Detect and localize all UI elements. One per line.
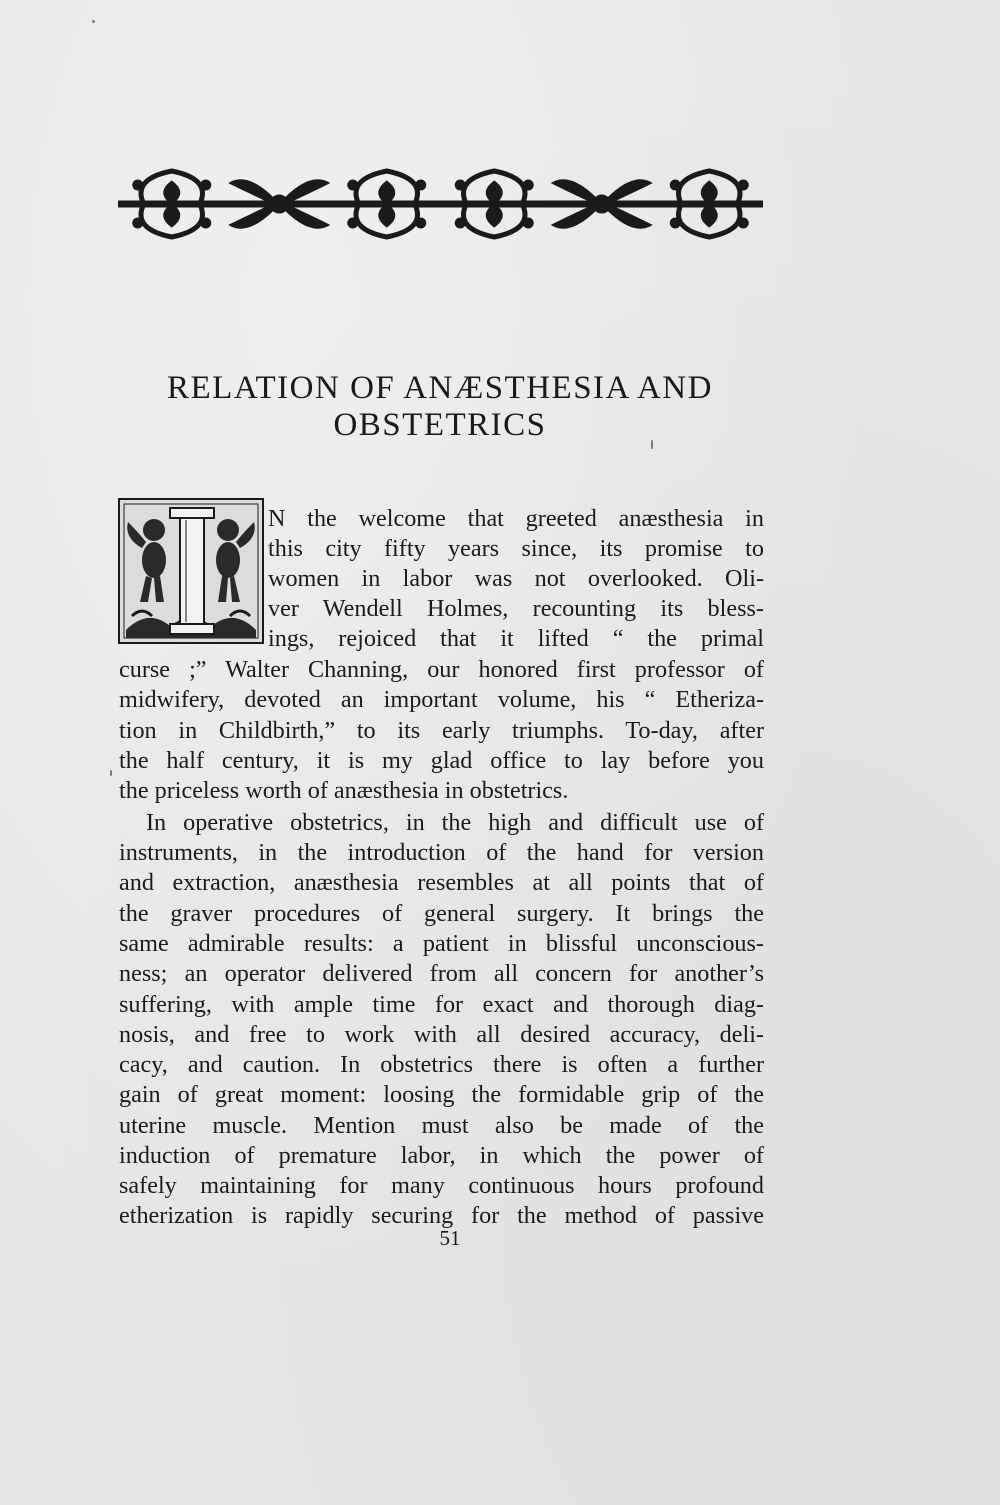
ornament-tile: [118, 171, 226, 237]
text-line: tion in Childbirth,” to its early triumphs. To-day, after: [119, 717, 764, 744]
text-line: gain of great moment: loosing the formidable grip of the: [119, 1081, 764, 1108]
paper-speck: [651, 440, 653, 449]
paper-speck: [92, 20, 95, 23]
text-line: ings, rejoiced that it lifted “ the primal: [268, 625, 764, 652]
text-line: the half century, it is my glad office to lay before you: [119, 747, 764, 774]
text-line: midwifery, devoted an important volume, his “ Etheriza-: [119, 686, 764, 713]
text-line: the graver procedures of general surgery. It brings the: [119, 900, 764, 927]
text-line: safely maintaining for many continuous hours profound: [119, 1172, 764, 1199]
paper-speck: [110, 770, 112, 776]
chapter-title-line-1: RELATION OF ANÆSTHESIA AND: [167, 370, 713, 406]
text-line: suffering, with ample time for exact and thorough diag-: [119, 991, 764, 1018]
text-line: curse ;” Walter Channing, our honored first professor of: [119, 656, 764, 683]
text-line: the priceless worth of anæsthesia in obstetrics.: [119, 777, 569, 804]
text-line: uterine muscle. Mention must also be made of the: [119, 1112, 764, 1139]
floral-headpiece-icon: [118, 163, 763, 245]
text-line: In operative obstetrics, in the high and difficult use of: [146, 809, 764, 836]
ornament-tile: [441, 171, 549, 237]
text-line: this city fifty years since, its promise to: [268, 535, 764, 562]
page-number: 51: [439, 1226, 461, 1250]
text-line: ness; an operator delivered from all concern for another’s: [119, 960, 764, 987]
text-line: nosis, and free to work with all desired accuracy, deli-: [119, 1021, 764, 1048]
text-line: instruments, in the introduction of the hand for version: [119, 839, 764, 866]
text-line: etherization is rapidly securing for the method of passive: [119, 1202, 764, 1229]
text-line: induction of premature labor, in which the power of: [119, 1142, 764, 1169]
text-line: same admirable results: a patient in blissful unconscious-: [119, 930, 764, 957]
ornament-tile: [656, 171, 764, 237]
chapter-title-line-2: OBSTETRICS: [333, 407, 547, 443]
text-line: ver Wendell Holmes, recounting its bless-: [268, 595, 764, 622]
text-line: women in labor was not overlooked. Oli-: [268, 565, 764, 592]
text-line: N the welcome that greeted anæsthesia in: [268, 505, 764, 532]
text-line: and extraction, anæsthesia resembles at all points that of: [119, 869, 764, 896]
ornament-tile: [333, 171, 441, 237]
ornate-initial-icon: [118, 498, 264, 644]
ornament-tile: [548, 180, 656, 228]
text-line: cacy, and caution. In obstetrics there is often a further: [119, 1051, 764, 1078]
ornament-tile: [226, 180, 334, 228]
